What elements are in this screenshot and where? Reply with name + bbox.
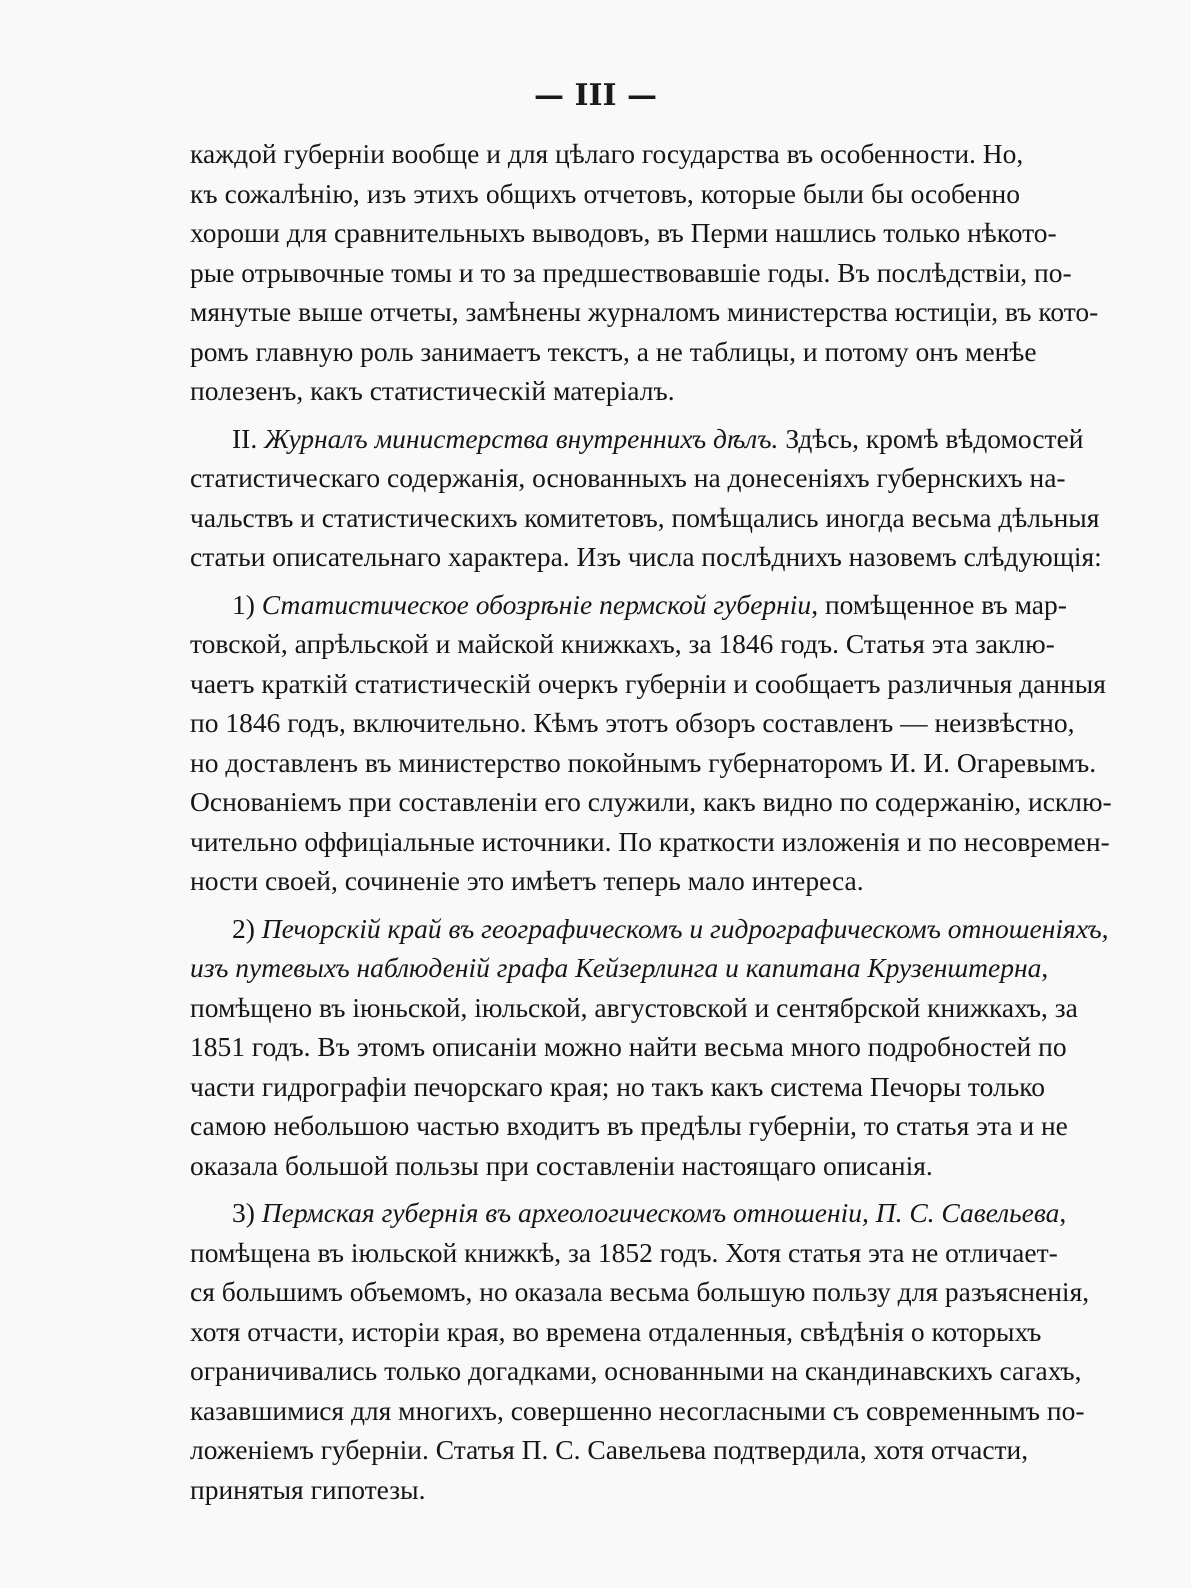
text-line: самою небольшою частью входитъ въ предѣлы губерніи, то статья эта и не bbox=[190, 1110, 1068, 1141]
text-line: ложеніемъ губерніи. Статья П. С. Савельева подтвердила, хотя отчасти, bbox=[190, 1434, 1029, 1465]
text-line: оказала большой пользы при составленіи настоящаго описанія. bbox=[190, 1149, 933, 1181]
text-line: помѣщено въ іюньской, іюльской, августовской и сентябрской книжкахъ, за bbox=[190, 991, 1078, 1023]
text-line: рые отрывочные томы и то за предшествовавшіе годы. Въ послѣдствіи, по- bbox=[190, 256, 1072, 288]
text-line: казавшимися для многихъ, совершенно несогласными съ современнымъ по- bbox=[190, 1394, 1085, 1426]
text-line: чаетъ краткій статистическій очеркъ губерніи и сообщаетъ различныя данныя bbox=[190, 667, 1106, 699]
paragraph bbox=[190, 1193, 1090, 1509]
text-line: но доставленъ въ министерство покойнымъ губернаторомъ И. И. Огаревымъ. bbox=[190, 746, 1097, 778]
text-line: ограничивались только догадками, основанными на скандинавскихъ сагахъ, bbox=[190, 1355, 1082, 1386]
text-line: по 1846 годъ, включительно. Кѣмъ этотъ обзоръ составленъ — неизвѣстно, bbox=[190, 707, 1075, 738]
text-line: мянутые выше отчеты, замѣнены журналомъ министерства юстиціи, въ кото- bbox=[190, 296, 1099, 327]
text-line: части гидрографіи печорскаго края; но такъ какъ система Печоры только bbox=[190, 1070, 1045, 1102]
text-line: хотя отчасти, исторіи края, во времена отдаленныя, свѣдѣнія о которыхъ bbox=[190, 1315, 1042, 1347]
text-line: ности своей, сочиненіе это имѣетъ теперь мало интереса. bbox=[190, 865, 864, 896]
body-text bbox=[190, 134, 1112, 1509]
text-line: 1) Статистическое обозрѣніе пермской губерніи, помѣщенное въ мар- bbox=[232, 588, 1067, 620]
text-line: помѣщена въ іюльской книжкѣ, за 1852 годъ. Хотя статья эта не отличает- bbox=[190, 1236, 1058, 1268]
text-line: 1851 годъ. Въ этомъ описаніи можно найти весьма много подробностей по bbox=[190, 1031, 1067, 1062]
text-line: II. Журналъ министерства внутреннихъ дѣлъ. Здѣсь, кромѣ вѣдомостей bbox=[232, 422, 1084, 454]
text-line: каждой губерніи вообще и для цѣлаго государства въ особенности. Но, bbox=[190, 138, 1024, 169]
text-line: принятыя гипотезы. bbox=[190, 1473, 426, 1505]
paragraph bbox=[190, 585, 1112, 901]
text-line: хороши для сравнительныхъ выводовъ, въ Перми нашлись только нѣкото- bbox=[190, 217, 1057, 248]
text-line: ромъ главную роль занимаетъ текстъ, а не таблицы, и потому онъ менѣе bbox=[190, 335, 1037, 367]
text-line: изъ путевыхъ наблюденій графа Кейзерлинга и капитана Крузенштерна, bbox=[190, 952, 1049, 983]
paragraph bbox=[190, 134, 1099, 411]
text-line: Основаніемъ при составленіи его служили, какъ видно по содержанію, исклю- bbox=[190, 786, 1112, 817]
text-line: 3) Пермская губернія въ археологическомъ отношеніи, П. С. Савельева, bbox=[232, 1197, 1067, 1228]
paragraph bbox=[190, 419, 1102, 577]
text-line: статьи описательнаго характера. Изъ числа послѣднихъ назовемъ слѣдующія: bbox=[190, 541, 1102, 572]
text-line: товской, апрѣльской и майской книжкахъ, за 1846 годъ. Статья эта заклю- bbox=[190, 628, 1055, 659]
text-line: ся большимъ объемомъ, но оказала весьма большую пользу для разъясненія, bbox=[190, 1276, 1090, 1307]
paragraph bbox=[190, 909, 1109, 1186]
text-line: чальствъ и статистическихъ комитетовъ, помѣщались иногда весьма дѣльныя bbox=[190, 501, 1100, 533]
text-line: статистическаго содержанія, основанныхъ на донесеніяхъ губернскихъ на- bbox=[190, 462, 1066, 493]
page-number: — III — bbox=[534, 78, 657, 113]
text-line: 2) Печорскій край въ географическомъ и гидрографическомъ отношеніяхъ, bbox=[232, 912, 1109, 944]
text-line: полезенъ, какъ статистическій матеріалъ. bbox=[190, 375, 675, 406]
text-line: чительно оффиціальные источники. По краткости изложенія и по несовремен- bbox=[190, 825, 1110, 857]
text-line: къ сожалѣнію, изъ этихъ общихъ отчетовъ, которые были бы особенно bbox=[190, 177, 1020, 209]
